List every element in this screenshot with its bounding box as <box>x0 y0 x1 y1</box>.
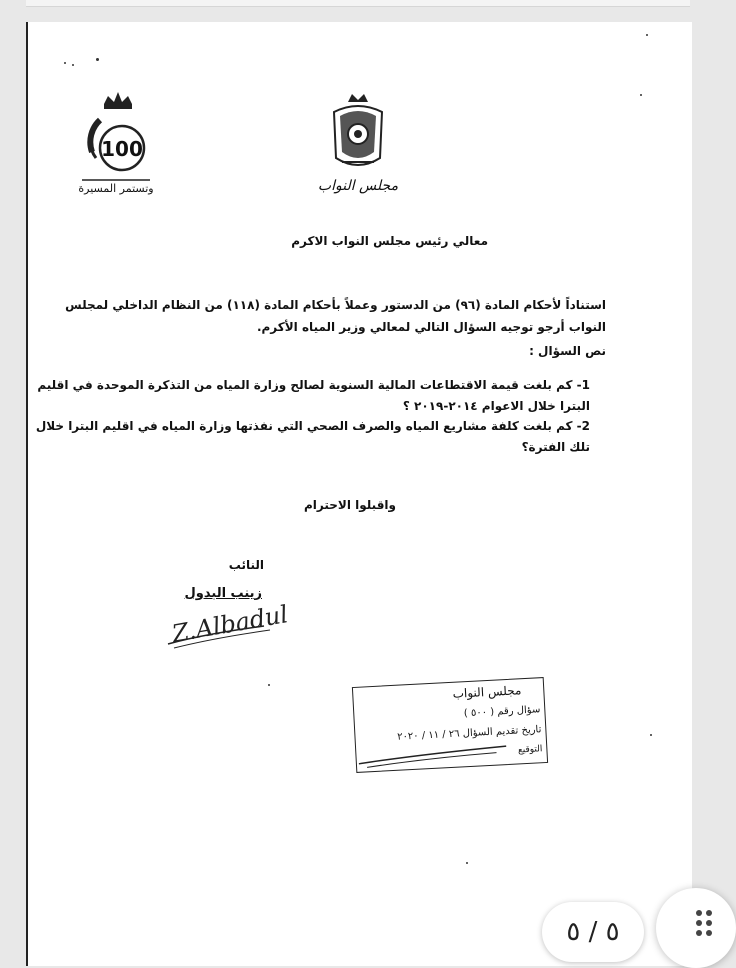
scan-speck <box>650 734 652 736</box>
signer-name: زينب البدول <box>184 586 262 601</box>
scan-speck <box>466 862 468 864</box>
question-1-line-1: 1- كم بلغت قيمة الاقتطاعات المالية السنوية لصالح وزارة المياه من التذكرة الموحدة في اقليم <box>37 378 590 392</box>
scan-speck <box>268 684 270 686</box>
centenary-number: 100 <box>101 137 143 161</box>
stamp-scribble-icon <box>353 678 547 772</box>
council-stamp <box>352 677 548 773</box>
stamp-signature-label: التوقيع <box>517 744 543 756</box>
council-emblem <box>317 92 399 198</box>
centenary-emblem-icon <box>66 78 166 198</box>
council-emblem-caption: مجلس النواب <box>317 178 399 194</box>
question-2-line-2: تلك الفترة؟ <box>521 440 590 454</box>
question-heading: نص السؤال : <box>529 344 606 358</box>
centenary-logo <box>66 78 166 198</box>
stamp-submission-date: تاريخ تقديم السؤال ٢٦ / ١١ / ٢٠٢٠ <box>396 724 542 743</box>
scan-speck <box>72 64 74 66</box>
centenary-slogan: وتستمر المسيرة <box>78 182 154 195</box>
signature-text: Z.Albadul <box>169 600 291 648</box>
scan-speck <box>64 62 66 64</box>
scan-speck <box>646 34 648 36</box>
scan-speck <box>640 94 642 96</box>
question-1-line-2: البترا خلال الاعوام ٢٠١٤-٢٠١٩ ؟ <box>402 399 590 413</box>
intro-line-2: النواب أرجو توجيه السؤال التالي لمعالي وزير المياه الأكرم. <box>256 320 606 334</box>
top-toolbar-strip <box>26 0 690 7</box>
page-indicator[interactable]: ٥ / ٥ <box>542 902 644 962</box>
question-2-line-1: 2- كم بلغت كلفة مشاريع المياه والصرف الصحي التي نفذتها وزارة المياه في اقليم البترا خلال <box>35 419 590 433</box>
coat-of-arms-icon <box>317 92 399 198</box>
scan-speck <box>96 58 99 61</box>
signer-title: النائب <box>228 558 264 572</box>
handwritten-signature <box>164 600 291 652</box>
intro-line-1: استناداً لأحكام المادة (٩٦) من الدستور وعملاً بأحكام المادة (١١٨) من النظام الداخلي لمجلس <box>65 298 606 312</box>
stamp-question-no: سؤال رقم ( ٥٠٠ ) <box>463 704 541 720</box>
document-page <box>26 22 692 966</box>
signature-icon <box>164 600 291 652</box>
grid-menu-button[interactable] <box>656 888 736 968</box>
closing: واقبلوا الاحترام <box>303 498 396 512</box>
salutation: معالي رئيس مجلس النواب الاكرم <box>291 234 488 248</box>
stamp-title: مجلس النواب <box>452 683 522 701</box>
